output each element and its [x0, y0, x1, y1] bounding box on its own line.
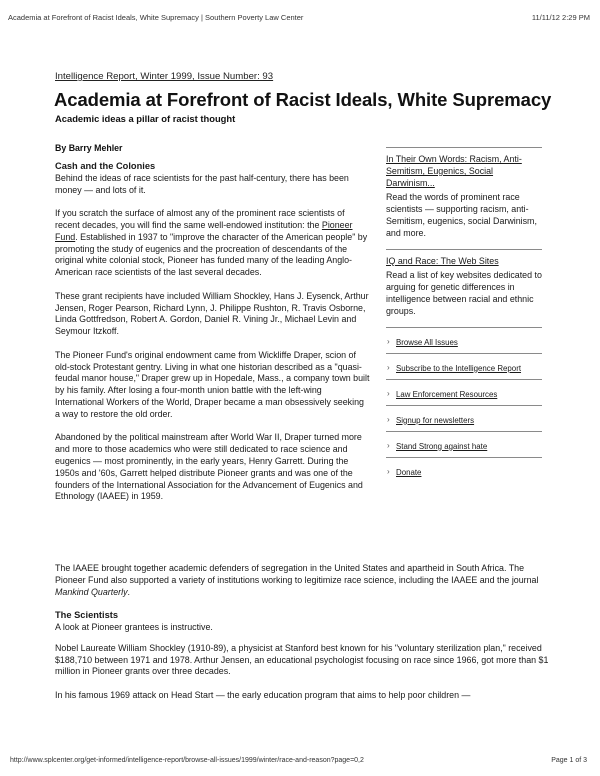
paragraph-grant-recipients: These grant recipients have included William Shockley, Hans J. Eysenck, Arthur Jensen, Roger Pearson, Richard Lynn, J. Philippe Rushton, R. Travis Osborne, Linda Gottfredson, Robert A. Gordon, Daniel R. Vining Jr., Michael Levin and Seymour Itzkoff. [55, 290, 369, 337]
stand-strong-link[interactable]: Stand Strong against hate [396, 441, 488, 451]
own-words-link[interactable]: In Their Own Words: Racism, Anti-Semitism, Eugenics, Social Darwinism... [386, 154, 522, 188]
chevron-right-icon: › [387, 336, 390, 346]
article-subtitle: Academic ideas a pillar of racist thought [55, 113, 236, 124]
paragraph-shockley-jensen: Nobel Laureate William Shockley (1910-89), a physicist at Stanford best known for his "voluntary sterilization plan," received $188,710 between 1971 and 1978. Arthur Jensen, an educational psychologist focusing on race since 1966, got more than $1 million in Pioneer grants over three decades. [55, 642, 549, 677]
sidebar-box-iq-race [386, 249, 542, 318]
section-heading: Cash and the Colonies [55, 161, 156, 171]
own-words-description: Read the words of prominent race scientists — supporting racism, anti-Semitism, eugenics, social Darwinism, and more. [386, 192, 537, 238]
paragraph-iaaee [55, 563, 555, 598]
subscribe-link[interactable]: Subscribe to the Intelligence Report [396, 363, 522, 373]
section-heading: The Scientists [55, 610, 119, 621]
chevron-right-icon: › [387, 362, 390, 372]
paragraph-garrett: Abandoned by the political mainstream after World War II, Draper turned more and more to those academics who were still dedicated to race science and eugenics — most prominently, in the early years, Henry Garrett. During the 1950s and '60s, Garrett helped distribute Pioneer grants and was one of the founders of the International Association for the Advancement of Eugenics and Ethnology (IAAEE) in 1959. [55, 432, 363, 502]
newsletter-signup-link[interactable]: Signup for newsletters [396, 415, 475, 425]
section-intro: A look at Pioneer grantees is instructive. [55, 621, 213, 632]
sidebar-item-newsletters [386, 405, 542, 431]
paragraph-text: . Established in 1937 to "improve the character of the American people" by promoting the study of eugenics and the procreation of descendants of the original white colonial stock, Pioneer has funded many of the leading Anglo-American race scientists of the last several decades. [55, 231, 368, 278]
print-header-title: Academia at Forefront of Racist Ideals, White Supremacy | Southern Poverty Law Center [8, 13, 304, 22]
issue-breadcrumb-link[interactable]: Intelligence Report, Winter 1999, Issue Number: 93 [55, 71, 274, 82]
sidebar-item-subscribe [386, 353, 542, 379]
byline: By Barry Mehler [55, 143, 123, 153]
article-full-width-column [55, 563, 555, 714]
section-intro: Behind the ideas of race scientists for the past half-century, there has been money — and lots of it. [55, 172, 349, 195]
chevron-right-icon: › [387, 466, 390, 476]
paragraph-draper: The Pioneer Fund's original endowment came from Wickliffe Draper, scion of old-stock Protestant gentry. Living in what one historian described as a "quasi-feudal manor house," Draper grew up in Hopedale, Mass., a company town built by his family. After losing a four-month union battle with the left-wing International Workers of the World, Draper became a man obsessively seeking a way to restore the old order. [55, 349, 370, 419]
page-title: Academia at Forefront of Racist Ideals, White Supremacy [54, 89, 552, 110]
iq-race-description: Read a list of key websites dedicated to arguing for genetic differences in intelligence between racial and ethnic groups. [386, 270, 542, 316]
print-footer-page-number: Page 1 of 3 [551, 757, 587, 764]
sidebar-item-browse-issues [386, 327, 542, 353]
sidebar-item-law-enforcement [386, 379, 542, 405]
iq-race-link[interactable]: IQ and Race: The Web Sites [386, 255, 499, 266]
print-footer [10, 757, 587, 769]
print-header [8, 13, 590, 27]
paragraph-head-start: In his famous 1969 attack on Head Start — the early education program that aims to help poor children — [55, 689, 471, 700]
paragraph-text: If you scratch the surface of almost any of the prominent race scientists of recent decades, you will find the same well-endowed institution: the [55, 208, 345, 230]
sidebar-item-stand-strong [386, 431, 542, 457]
sidebar-link-list [386, 327, 542, 483]
chevron-right-icon: › [387, 388, 390, 398]
section-the-scientists [55, 610, 555, 634]
law-enforcement-link[interactable]: Law Enforcement Resources [396, 389, 498, 399]
print-footer-url: http://www.splcenter.org/get-informed/intelligence-report/browse-all-issues/1999/winter/race-and-reason?page=0,2 [10, 757, 364, 764]
browse-issues-link[interactable]: Browse All Issues [396, 337, 458, 347]
paragraph-text: The IAAEE brought together academic defenders of segregation in the United States and apartheid in South Africa. The Pioneer Fund also supported a variety of institutions working to legitimize race science, including the IAAEE and the journal [55, 563, 539, 585]
chevron-right-icon: › [387, 440, 390, 450]
sidebar-item-donate [386, 457, 542, 483]
article-main-column [55, 161, 371, 515]
donate-link[interactable]: Donate [396, 467, 422, 477]
journal-title: Mankind Quarterly [55, 586, 128, 597]
section-cash-and-colonies [55, 161, 371, 196]
chevron-right-icon: › [387, 414, 390, 424]
print-header-datetime: 11/11/12 2:29 PM [531, 13, 590, 22]
paragraph-text: . [127, 586, 130, 597]
sidebar-box-own-words [386, 147, 542, 240]
paragraph-pioneer-fund [55, 208, 371, 279]
pioneer-fund-link[interactable]: Pioneer Fund [55, 219, 353, 242]
sidebar [386, 147, 542, 483]
